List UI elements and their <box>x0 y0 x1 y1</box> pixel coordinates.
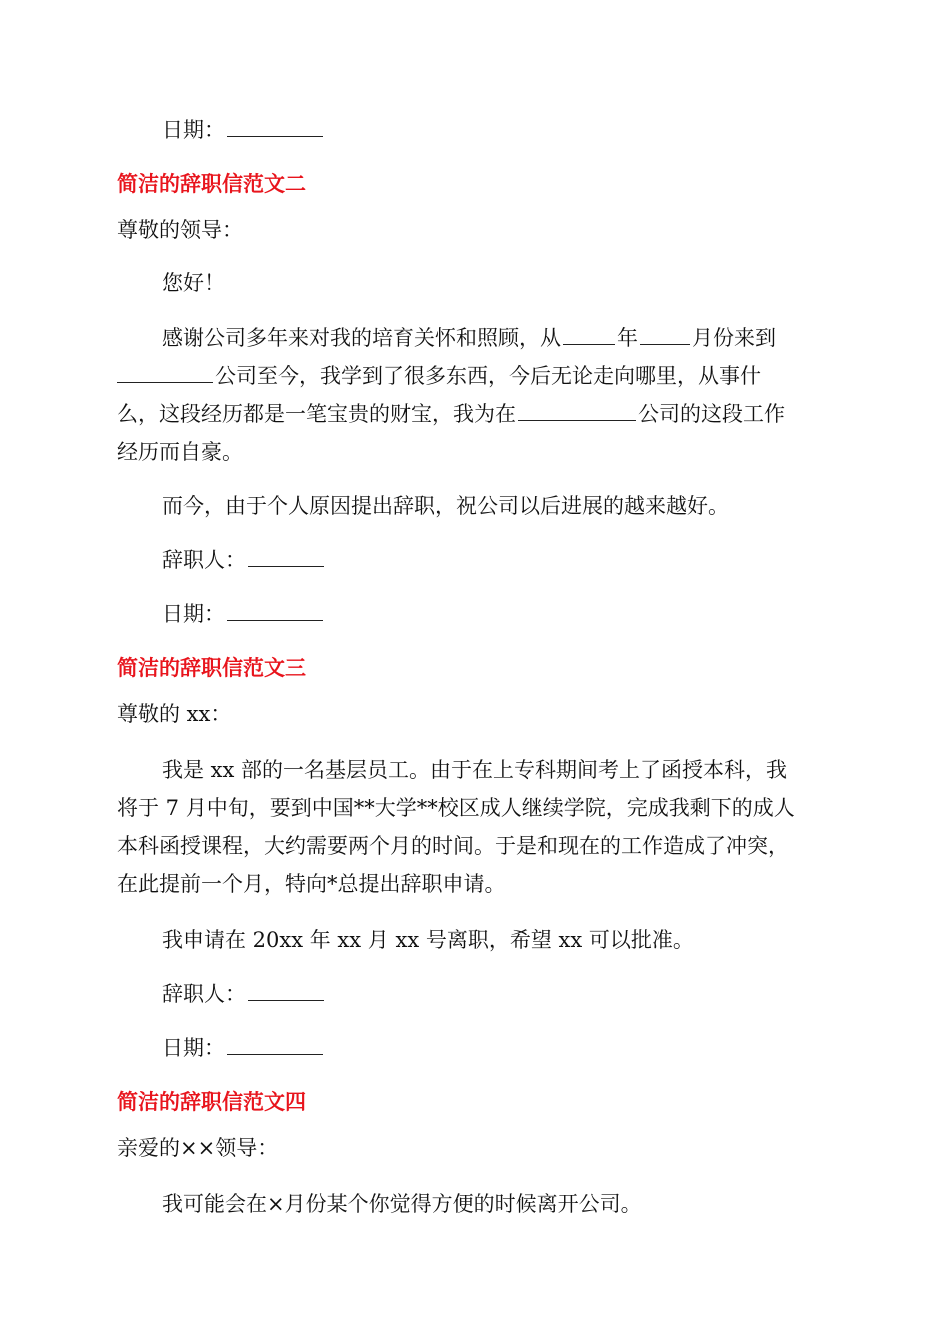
letter4-salutation: 亲爱的××领导： <box>117 1136 279 1160</box>
letter2-paragraph1-line3 <box>117 400 785 428</box>
letter2-signer-line <box>162 546 326 574</box>
signer-blank <box>248 982 324 1001</box>
date-blank <box>227 118 323 137</box>
letter2-salutation: 尊敬的领导： <box>117 218 243 242</box>
letter3-paragraph1-line1: 我是 xx 部的一名基层员工。由于在上专科期间考上了函授本科，我 <box>162 758 788 782</box>
letter1-date-line <box>162 116 325 144</box>
text-segment: 公司的这段工作 <box>638 402 785 426</box>
letter3-salutation: 尊敬的 xx： <box>117 702 232 726</box>
text-segment: 公司至今，我学到了很多东西，今后无论走向哪里，从事什 <box>215 364 761 388</box>
letter3-paragraph2: 我申请在 20xx 年 xx 月 xx 号离职，希望 xx 可以批准。 <box>162 928 694 952</box>
month-blank <box>640 326 690 345</box>
signer-label: 辞职人： <box>162 548 246 572</box>
year-blank <box>563 326 615 345</box>
letter2-date-line <box>162 600 325 628</box>
letter2-heading: 简洁的辞职信范文二 <box>117 172 306 196</box>
letter2-paragraph1-line1 <box>162 324 776 352</box>
letter4-paragraph1: 我可能会在×月份某个你觉得方便的时候离开公司。 <box>162 1192 642 1216</box>
letter2-greeting: 您好！ <box>162 271 225 295</box>
letter4-heading: 简洁的辞职信范文四 <box>117 1090 306 1114</box>
company-blank <box>117 364 213 383</box>
letter3-paragraph1-line2: 将于 7 月中旬，要到中国**大学**校区成人继续学院，完成我剩下的成人 <box>117 796 795 820</box>
letter3-signer-line <box>162 980 326 1008</box>
letter2-paragraph1-line2 <box>117 362 761 390</box>
text-segment: 么，这段经历都是一笔宝贵的财宝，我为在 <box>117 402 516 426</box>
signer-blank <box>248 548 324 567</box>
text-segment: 年 <box>617 326 638 350</box>
letter3-heading: 简洁的辞职信范文三 <box>117 656 306 680</box>
date-blank <box>227 602 323 621</box>
text-segment: 月份来到 <box>692 326 776 350</box>
company-blank <box>518 402 636 421</box>
text-segment: 感谢公司多年来对我的培育关怀和照顾，从 <box>162 326 561 350</box>
date-label: 日期： <box>162 602 225 626</box>
letter3-date-line <box>162 1034 325 1062</box>
date-label: 日期： <box>162 118 225 142</box>
signer-label: 辞职人： <box>162 982 246 1006</box>
date-blank <box>227 1036 323 1055</box>
letter3-paragraph1-line4: 在此提前一个月，特向*总提出辞职申请。 <box>117 872 506 896</box>
letter2-paragraph2: 而今，由于个人原因提出辞职，祝公司以后进展的越来越好。 <box>162 494 729 518</box>
letter3-paragraph1-line3: 本科函授课程，大约需要两个月的时间。于是和现在的工作造成了冲突， <box>117 834 789 858</box>
date-label: 日期： <box>162 1036 225 1060</box>
letter2-paragraph1-line4: 经历而自豪。 <box>117 440 243 464</box>
